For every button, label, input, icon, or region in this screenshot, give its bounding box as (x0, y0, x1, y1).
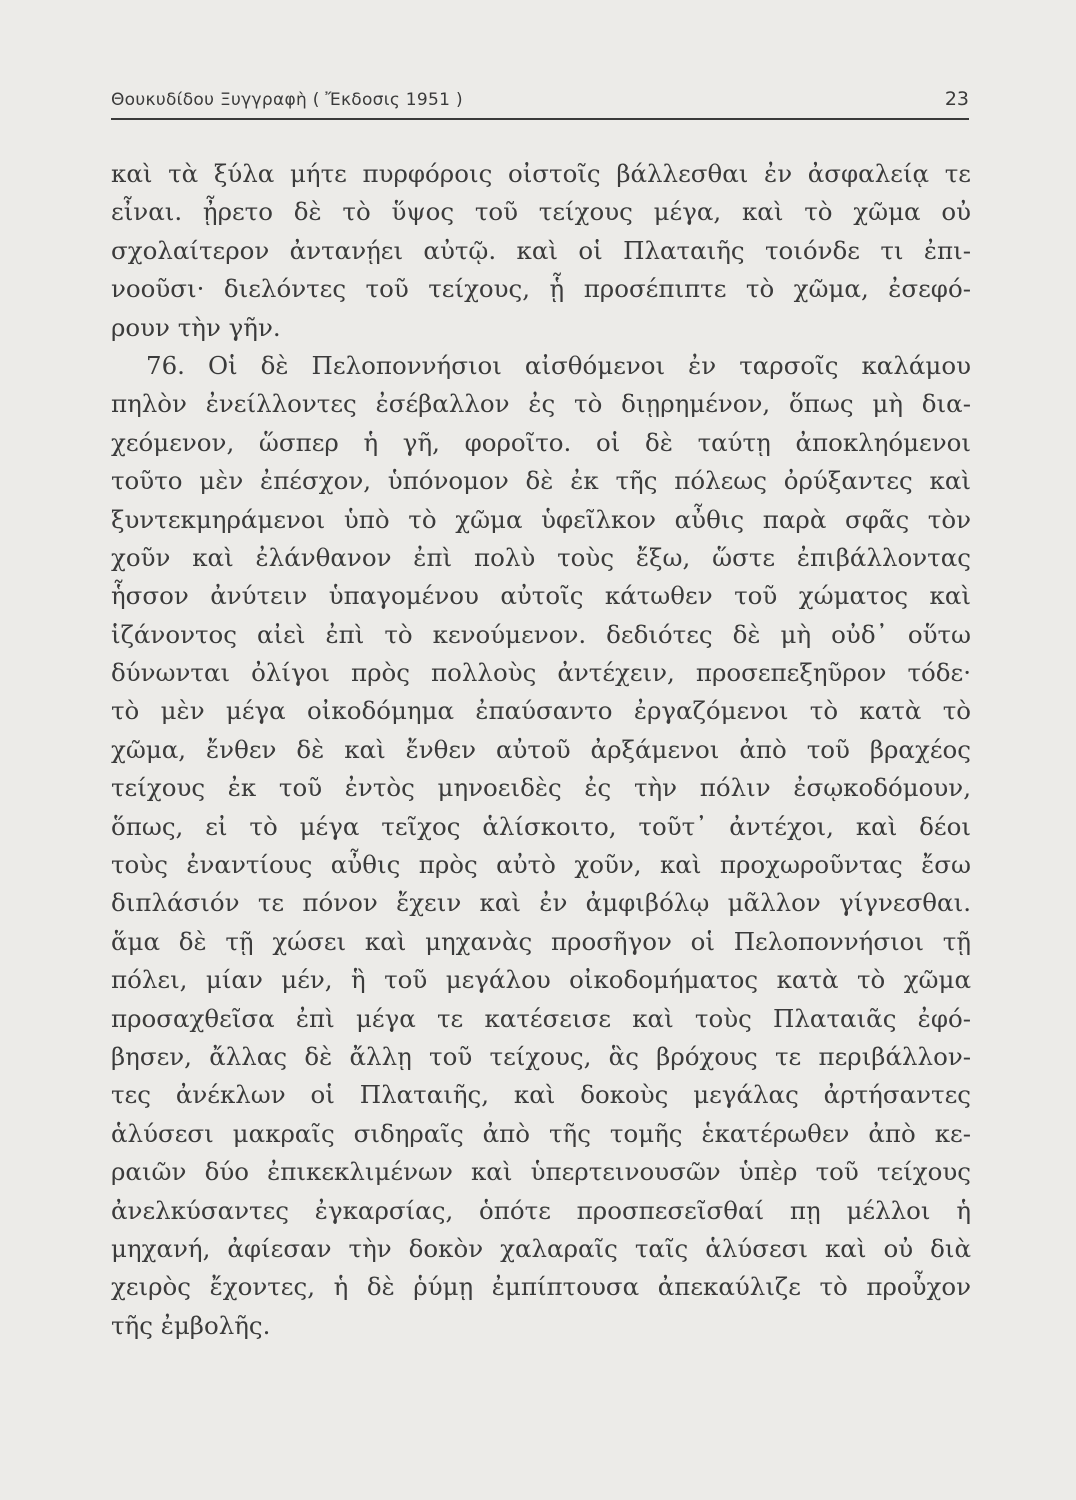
body-text (111, 155, 971, 1345)
text-line: ραιῶν δύο ἐπικεκλιμένων καὶ ὑπερτεινουσῶν ὑπὲρ τοῦ τείχους (111, 1157, 971, 1187)
text-line: εἶναι. ᾖρετο δὲ τὸ ὕψος τοῦ τείχους μέγα, καὶ τὸ χῶμα οὐ (111, 197, 971, 227)
text-line: μηχανή, ἀφίεσαν τὴν δοκὸν χαλαραῖς ταῖς ἁλύσεσι καὶ οὐ διὰ (111, 1233, 971, 1263)
running-header (111, 86, 969, 120)
text-line: βησεν, ἄλλας δὲ ἄλλῃ τοῦ τείχους, ἃς βρόχους τε περιβάλλον- (111, 1041, 971, 1071)
text-line: ρουν τὴν γῆν. (111, 312, 281, 342)
text-line: τες ἀνέκλων οἱ Πλαταιῆς, καὶ δοκοὺς μεγάλας ἀρτήσαντες (111, 1080, 971, 1110)
text-line: ἧσσον ἀνύτειν ὑπαγομένου αὐτοῖς κάτωθεν τοῦ χώματος καὶ (111, 581, 971, 611)
text-line: χοῦν καὶ ἐλάνθανον ἐπὶ πολὺ τοὺς ἔξω, ὥστε ἐπιβάλλοντας (111, 542, 971, 572)
text-line: τῆς ἐμβολῆς. (111, 1310, 271, 1340)
text-line: 76. Οἱ δὲ Πελοποννήσιοι αἰσθόμενοι ἐν ταρσοῖς καλάμου (146, 350, 971, 380)
text-line: ἱζάνοντος αἰεὶ ἐπὶ τὸ κενούμενον. δεδιότες δὲ μὴ οὐδ᾽ οὕτω (111, 619, 971, 649)
text-line: νοοῦσι· διελόντες τοῦ τείχους, ᾗ προσέπιπτε τὸ χῶμα, ἐσεφό- (111, 274, 971, 304)
text-line: ἁλύσεσι μακραῖς σιδηραῖς ἀπὸ τῆς τομῆς ἑκατέρωθεν ἀπὸ κε- (111, 1118, 971, 1148)
text-line: τείχους ἐκ τοῦ ἐντὸς μηνοειδὲς ἐς τὴν πόλιν ἐσῳκοδόμουν, (111, 773, 971, 803)
running-title: Θουκυδίδου Ξυγγραφὴ ( Ἔκδοσις 1951 ) (111, 90, 463, 110)
text-line: ὅπως, εἰ τὸ μέγα τεῖχος ἁλίσκοιτο, τοῦτ᾽ ἀντέχοι, καὶ δέοι (111, 811, 971, 841)
page-number: 23 (944, 88, 969, 110)
text-line: χεόμενον, ὥσπερ ἡ γῆ, φοροῖτο. οἱ δὲ ταύτῃ ἀποκληόμενοι (111, 427, 971, 457)
text-line: τοὺς ἐναντίους αὖθις πρὸς αὐτὸ χοῦν, καὶ προχωροῦντας ἔσω (111, 850, 971, 880)
text-line: ἀνελκύσαντες ἐγκαρσίας, ὁπότε προσπεσεῖσθαί πῃ μέλλοι ἡ (111, 1195, 971, 1225)
text-line: ξυντεκμηράμενοι ὑπὸ τὸ χῶμα ὑφεῖλκον αὖθις παρὰ σφᾶς τὸν (111, 504, 971, 534)
text-line: καὶ τὰ ξύλα μήτε πυρφόροις οἰστοῖς βάλλεσθαι ἐν ἀσφαλείᾳ τε (111, 159, 971, 188)
text-line: χειρὸς ἔχοντες, ἡ δὲ ῥύμῃ ἐμπίπτουσα ἀπεκαύλιζε τὸ προὖχον (111, 1272, 971, 1302)
text-line: σχολαίτερον ἀντανῄει αὐτῷ. καὶ οἱ Πλαταιῆς τοιόνδε τι ἐπι- (111, 235, 971, 265)
text-line: χῶμα, ἔνθεν δὲ καὶ ἔνθεν αὐτοῦ ἀρξάμενοι ἀπὸ τοῦ βραχέος (111, 734, 971, 764)
text-line: δύνωνται ὀλίγοι πρὸς πολλοὺς ἀντέχειν, προσεπεξηῦρον τόδε· (111, 658, 971, 688)
text-line: τὸ μὲν μέγα οἰκοδόμημα ἐπαύσαντο ἐργαζόμενοι τὸ κατὰ τὸ (111, 696, 971, 726)
text-line: πόλει, μίαν μέν, ἣ τοῦ μεγάλου οἰκοδομήματος κατὰ τὸ χῶμα (111, 965, 971, 995)
text-line: ἅμα δὲ τῇ χώσει καὶ μηχανὰς προσῆγον οἱ Πελοποννήσιοι τῇ (111, 926, 971, 956)
text-line: τοῦτο μὲν ἐπέσχον, ὑπόνομον δὲ ἐκ τῆς πόλεως ὀρύξαντες καὶ (111, 466, 971, 496)
text-line: διπλάσιόν τε πόνον ἔχειν καὶ ἐν ἀμφιβόλῳ μᾶλλον γίγνεσθαι. (111, 888, 971, 918)
text-line: πηλὸν ἐνείλλοντες ἐσέβαλλον ἐς τὸ διῃρημένον, ὅπως μὴ δια- (111, 389, 971, 419)
text-line: προσαχθεῖσα ἐπὶ μέγα τε κατέσεισε καὶ τοὺς Πλαταιᾶς ἐφό- (111, 1003, 971, 1033)
